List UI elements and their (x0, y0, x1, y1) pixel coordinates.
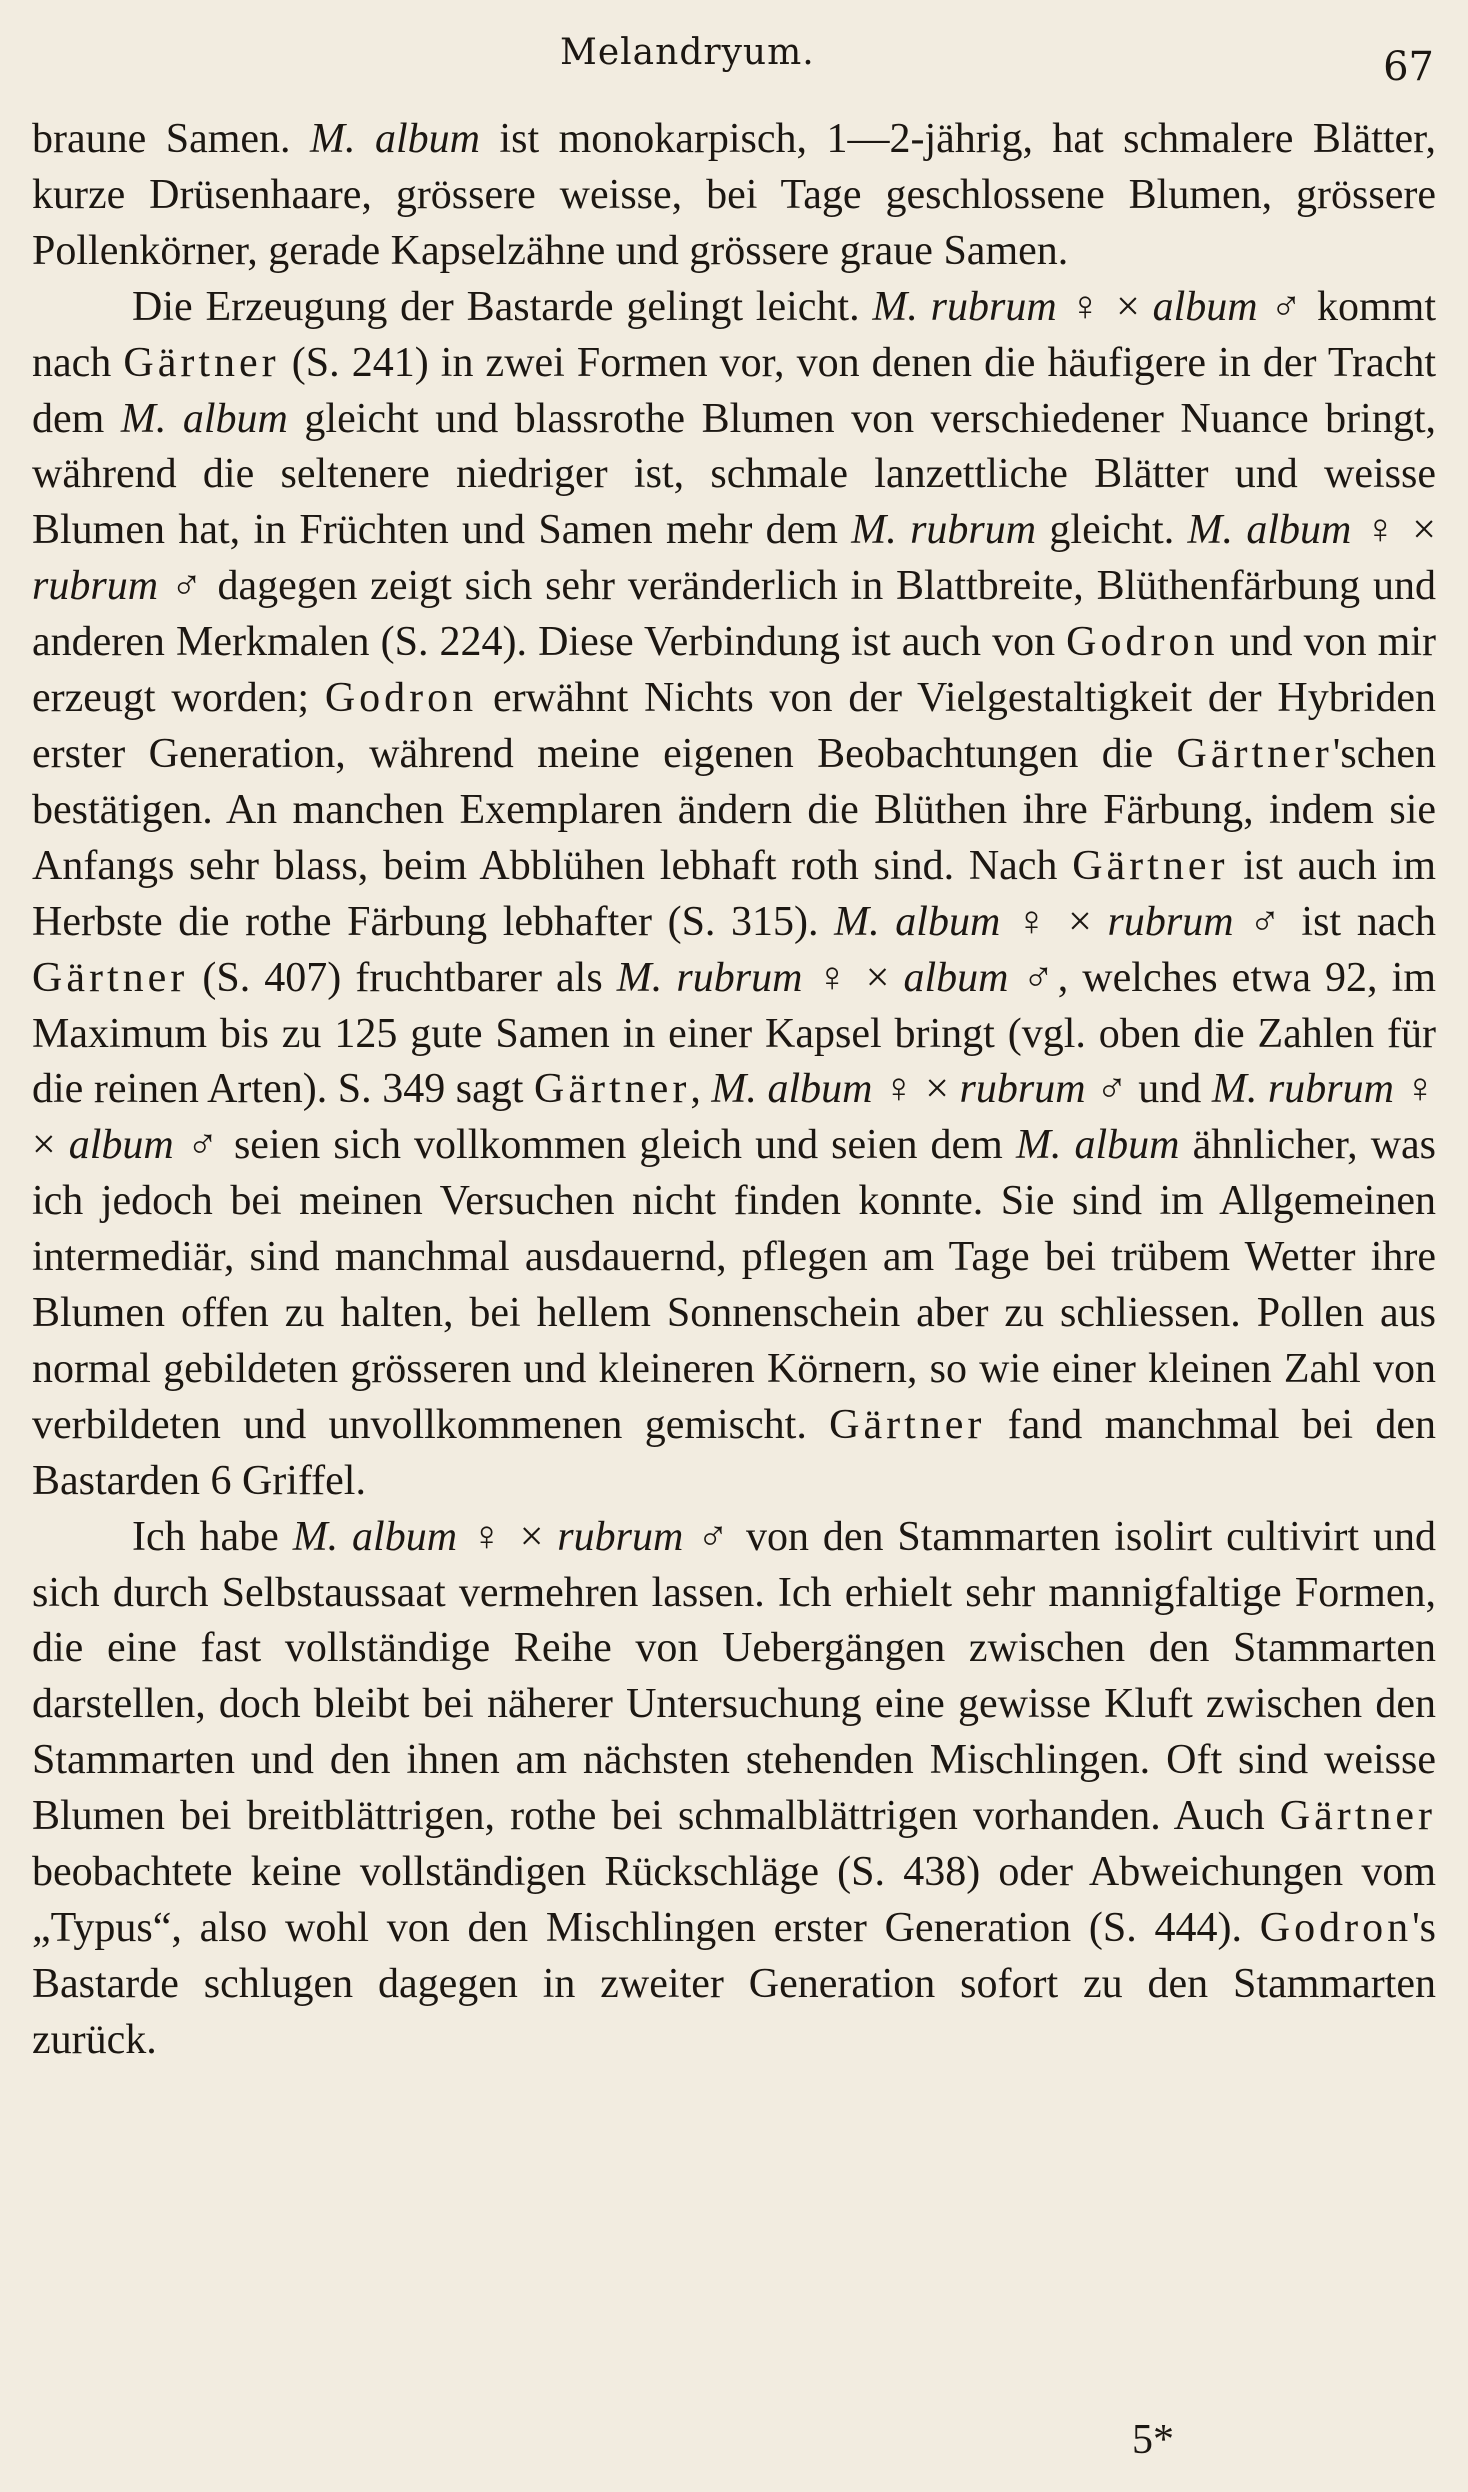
text-run: (S. 241) in zwei Formen vor, von denen die häufigere in der Tracht dem (32, 339, 1436, 442)
italic-run: M. album (1015, 1122, 1180, 1169)
italic-run: album (1152, 283, 1258, 330)
paragraph (32, 1510, 1436, 2069)
paragraph (32, 280, 1436, 1510)
text-run: beobachtete keine vollständigen Rückschläge (S. 438) oder Abweichungen vom „Typus“, also wohl von den Mischlingen erster Generation (S. 444). (32, 1849, 1436, 1951)
italic-run: rubrum (1107, 898, 1234, 945)
italic-run: rubrum (959, 1066, 1086, 1113)
text-run: Ich habe (132, 1513, 293, 1560)
text-run: braune Samen. (32, 116, 311, 162)
spaced-name: Gärtner (32, 954, 189, 1001)
spaced-name: Godron (1259, 1905, 1413, 1951)
italic-run: M. rubrum (872, 283, 1057, 330)
italic-run: M. album (310, 116, 480, 162)
italic-run: rubrum (32, 563, 159, 610)
text-run: ♂, welches etwa 92, im Maximum bis zu 125 gute Samen in einer Kapsel bringt (vgl. oben die Zahlen für die reinen Arten). S. 349 sagt (32, 954, 1436, 1113)
spaced-name: Godron (324, 675, 478, 722)
text-run: ♀ × (1351, 507, 1436, 554)
italic-run: album (903, 954, 1009, 1001)
page-header (0, 26, 1468, 90)
text-run: gleicht und blassrothe Blumen von verschiedener Nuance bringt, während die seltenere niedriger ist, schmale lanzettliche Blätter und weisse Blumen hat, in Früchten und Samen mehr dem (32, 395, 1436, 554)
text-run: ist monokarpisch, 1—2-jährig, hat schmalere Blätter, kurze Drüsenhaare, grössere weisse, bei Tage geschlossene Blumen, grössere Pollenkörner, gerade Kapselzähne und grössere graue Samen. (32, 116, 1436, 274)
paragraph (32, 112, 1436, 280)
spaced-name: Gärtner (123, 339, 280, 386)
italic-run: M. album (120, 395, 288, 442)
spaced-name: Gärtner (829, 1401, 986, 1448)
text-run: 's Bastarde schlugen dagegen in zweiter Generation sofort zu den Stammarten zurück. (32, 1905, 1436, 2063)
text-run: ♂ und (1085, 1066, 1212, 1113)
text-run: ♂ kommt nach (32, 283, 1436, 386)
italic-run: M. rubrum (851, 507, 1037, 554)
italic-run: M. rubrum (616, 954, 803, 1001)
spaced-name: Gärtner (534, 1066, 691, 1113)
text-run: fand manchmal bei den Bastarden 6 Griffel. (32, 1401, 1437, 1504)
text-run: ähnlicher, was ich jedoch bei meinen Versuchen nicht finden konnte. Sie sind im Allgemeinen intermediär, sind manchmal ausdauernd, pflegen am Tage bei trübem Wetter ihre Blumen offen zu halten, bei hellem Sonnenschein aber zu schliessen. Pollen aus normal gebildeten grösseren und kleineren Körnern, so wie einer kleinen Zahl von verbildeten und unvollkommenen gemischt. (32, 1122, 1437, 1448)
text-run: Die Erzeugung der Bastarde gelingt leicht. (132, 283, 873, 330)
italic-run: M. album (834, 898, 1001, 945)
spaced-name: Godron (1066, 619, 1219, 666)
signature-mark: 5* (1132, 2417, 1174, 2463)
text-run: ♂ ist nach (1233, 898, 1437, 945)
text-run: (S. 407) fruchtbarer als (188, 954, 617, 1001)
text-run: ist auch im Herbste die rothe Färbung lebhafter (S. 315). (32, 842, 1436, 945)
text-run: ♀ × (457, 1513, 558, 1560)
italic-run: M. rubrum (1211, 1066, 1394, 1113)
text-run: ♀ × (872, 1066, 960, 1113)
text-run: erwähnt Nichts von der Vielgestaltigkeit der Hybriden erster Generation, während meine eigenen Beobachtungen die (32, 675, 1436, 777)
text-run: ♀ × (1056, 283, 1153, 330)
text-run: ♂ dagegen zeigt sich sehr veränderlich in Blattbreite, Blüthenfärbung und anderen Merkmalen (S. 224). Diese Verbindung ist auch von (32, 563, 1436, 666)
text-body (32, 112, 1436, 2069)
spaced-name: Gärtner (1176, 730, 1333, 777)
text-run: ♀ × (1000, 898, 1108, 945)
running-title: Melandryum. (560, 32, 815, 73)
text-run: ♀ × (802, 954, 904, 1001)
text-run: 'schen bestätigen. An manchen Exemplaren ändern die Blüthen ihre Färbung, indem sie Anfangs sehr blass, beim Abblühen lebhaft roth sind. Nach (32, 730, 1436, 889)
text-run: , (690, 1066, 712, 1113)
italic-run: rubrum (557, 1513, 684, 1560)
text-run: ♀ × (32, 1066, 1437, 1169)
text-run: gleicht. (1036, 507, 1188, 554)
page-number: 67 (1383, 44, 1434, 90)
text-run: ♂ von den Stammarten isolirt cultivirt und sich durch Selbstaussaat vermehren lassen. Ich erhielt sehr mannigfaltige Formen, die eine fast vollständige Reihe von Uebergängen zwischen den Stammarten darstellen, doch bleibt bei näherer Untersuchung eine gewisse Kluft zwischen den Stammarten und den ihnen am nächsten stehenden Mischlingen. Oft sind weisse Blumen bei breitblättrigen, rothe bei schmalblättrigen vorhanden. Auch (32, 1513, 1436, 1840)
italic-run: M. album (292, 1513, 458, 1560)
spaced-name: Gärtner (1279, 1793, 1436, 1840)
italic-run: M. album (1187, 507, 1352, 554)
text-run: ♂ seien sich vollkommen gleich und seien dem (173, 1122, 1016, 1169)
spaced-name: Gärtner (1072, 842, 1229, 889)
italic-run: album (68, 1122, 174, 1169)
text-run: und von mir erzeugt worden; (32, 619, 1436, 722)
italic-run: M. album (711, 1066, 873, 1113)
